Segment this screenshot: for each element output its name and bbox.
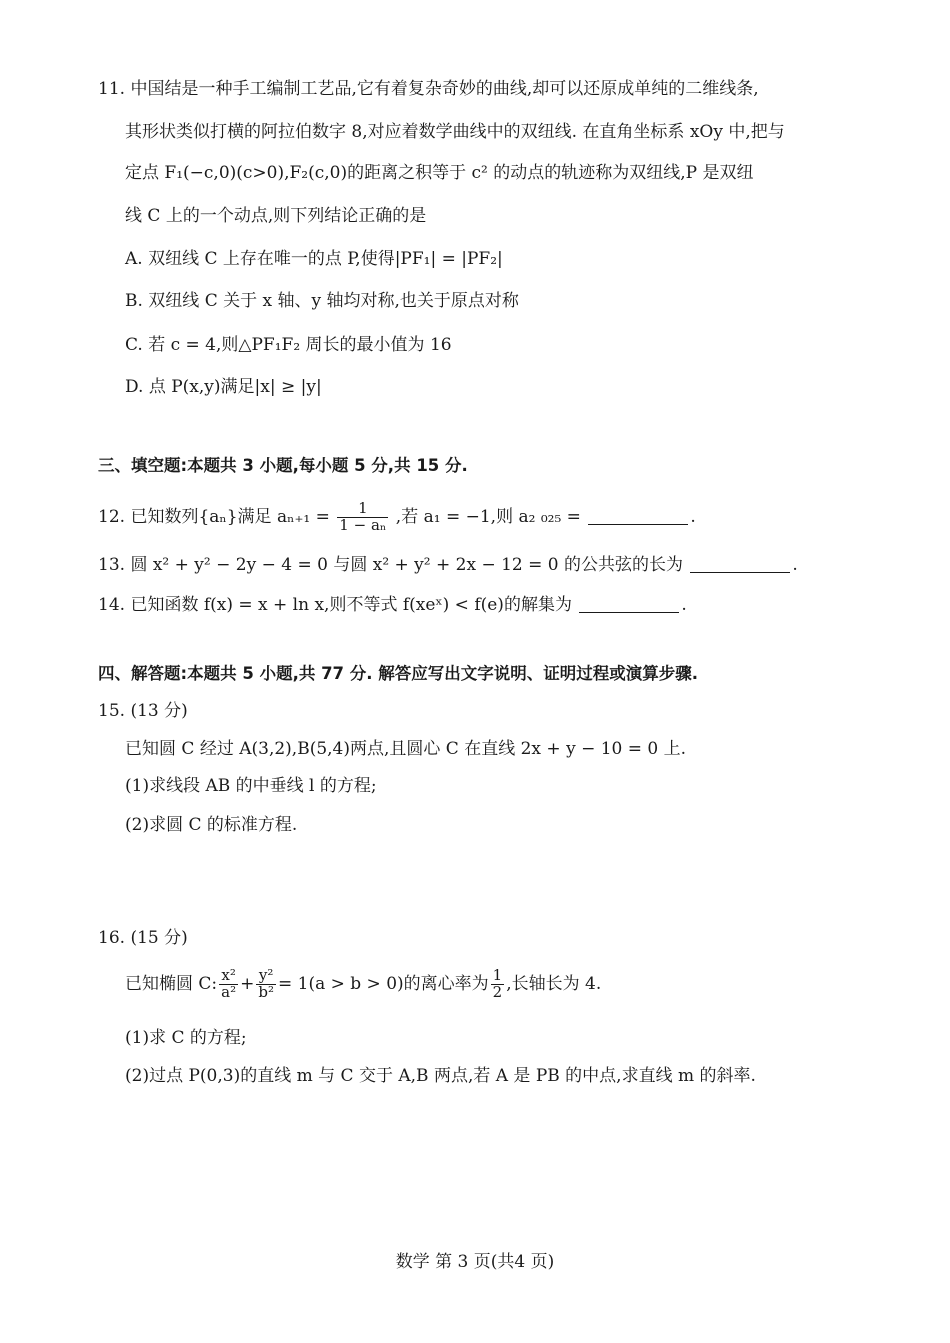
q13-end: . [792, 555, 798, 575]
q12-fraction [337, 501, 388, 534]
q12-fraction-den: 1 − aₙ [339, 516, 387, 534]
q16-header: 16. (15 分) [98, 928, 188, 948]
q12-suffix: ,若 a₁ = −1,则 a₂ ₀₂₅ = [395, 507, 581, 527]
q11-stem-line1: 11. 中国结是一种手工编制工艺品,它有着复杂奇妙的曲线,却可以还原成单纯的二维线条, [98, 79, 759, 99]
q11-option-d: D. 点 P(x,y)满足|x| ≥ |y| [125, 377, 322, 397]
q15-header: 15. (13 分) [98, 701, 188, 721]
q16-plus: + [240, 974, 255, 994]
q11-option-a: A. 双纽线 C 上存在唯一的点 P,使得|PF₁| = |PF₂| [125, 249, 503, 269]
q16-part1: (1)求 C 的方程; [125, 1028, 247, 1048]
q16-part2: (2)过点 P(0,3)的直线 m 与 C 交于 A,B 两点,若 A 是 PB 的中点,求直线 m 的斜率. [125, 1066, 756, 1086]
q12-end: . [690, 507, 696, 527]
q13-answer-blank[interactable] [690, 554, 790, 573]
q14-answer-blank[interactable] [579, 594, 679, 613]
page-footer: 数学 第 3 页(共4 页) [395, 1252, 555, 1272]
q16-stem [125, 962, 601, 1006]
q16-fraction-half [491, 968, 505, 1001]
q16-fraction-y-num: y² [256, 968, 276, 985]
q13 [98, 552, 798, 578]
q16-suffix: ,长轴长为 4. [506, 974, 602, 994]
section3-heading: 三、填空题:本题共 3 小题,每小题 5 分,共 15 分. [98, 456, 468, 475]
q12 [98, 497, 696, 537]
q16-fraction-y-den: b² [258, 983, 274, 1001]
q11-option-b: B. 双纽线 C 关于 x 轴、y 轴均对称,也关于原点对称 [125, 291, 519, 311]
q16-fraction-half-num: 1 [492, 966, 503, 985]
q11-option-c: C. 若 c = 4,则△PF₁F₂ 周长的最小值为 16 [125, 335, 452, 355]
q12-prefix: 12. 已知数列{aₙ}满足 aₙ₊₁ = [98, 507, 330, 527]
q11-stem-line4: 线 C 上的一个动点,则下列结论正确的是 [125, 206, 427, 226]
q16-fraction-x [219, 968, 238, 1001]
q14 [98, 592, 687, 618]
q16-fraction-y [256, 968, 276, 1001]
q12-fraction-num: 1 [337, 501, 388, 518]
q15-part2: (2)求圆 C 的标准方程. [125, 815, 298, 835]
q11-stem-line2: 其形状类似打横的阿拉伯数字 8,对应着数学曲线中的双纽线. 在直角坐标系 xOy 中,把与 [125, 122, 785, 142]
q14-text: 14. 已知函数 f(x) = x + ln x,则不等式 f(xeˣ) < f(e)的解集为 [98, 595, 572, 615]
section4-heading: 四、解答题:本题共 5 小题,共 77 分. 解答应写出文字说明、证明过程或演算步骤. [98, 664, 699, 683]
q16-mid: = 1(a > b > 0)的离心率为 [277, 974, 489, 994]
q13-text: 13. 圆 x² + y² − 2y − 4 = 0 与圆 x² + y² + 2x − 12 = 0 的公共弦的长为 [98, 555, 684, 575]
q12-answer-blank[interactable] [588, 506, 688, 525]
q16-fraction-x-den: a² [221, 983, 237, 1001]
q15-part1: (1)求线段 AB 的中垂线 l 的方程; [125, 776, 377, 796]
q16-fraction-x-num: x² [219, 968, 238, 985]
q16-fraction-half-den: 2 [492, 983, 503, 1001]
q11-stem-line3: 定点 F₁(−c,0)(c>0),F₂(c,0)的距离之积等于 c² 的动点的轨迹称为双纽线,P 是双纽 [125, 163, 754, 183]
q16-prefix: 已知椭圆 C: [125, 974, 218, 994]
q15-stem: 已知圆 C 经过 A(3,2),B(5,4)两点,且圆心 C 在直线 2x + y − 10 = 0 上. [125, 739, 687, 759]
q14-end: . [681, 595, 687, 615]
